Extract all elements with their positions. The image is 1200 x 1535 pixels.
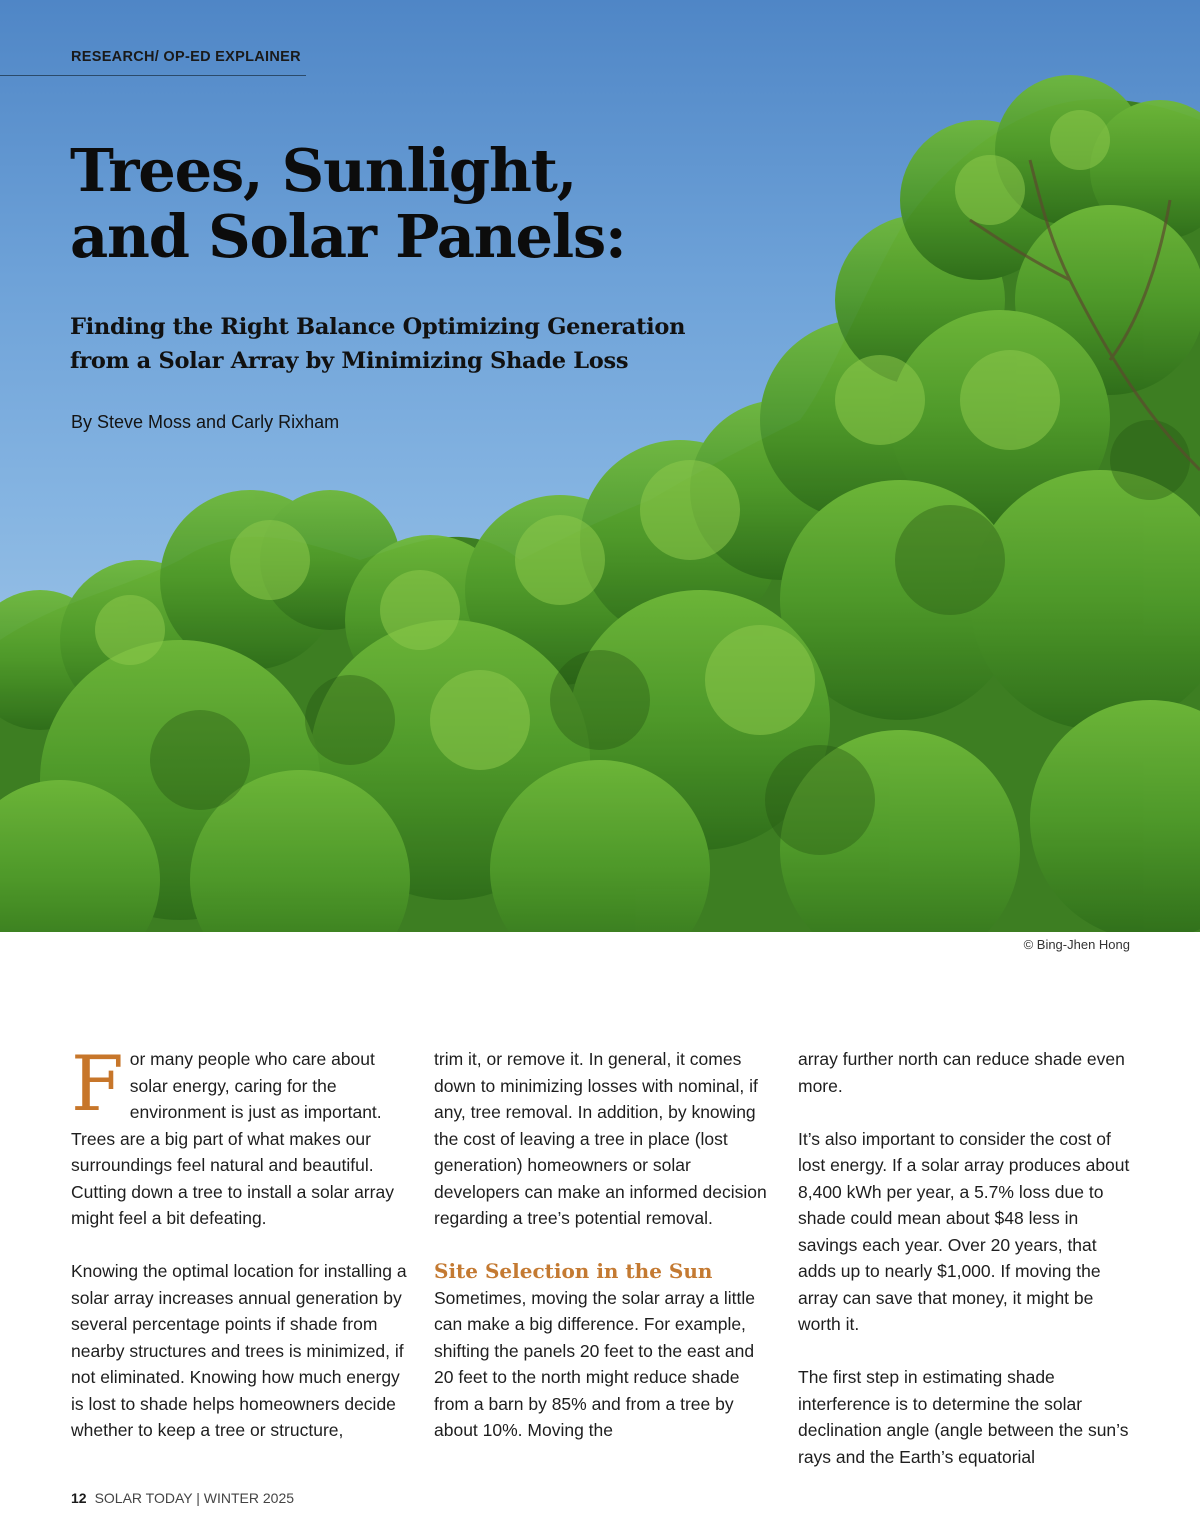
title-line-1: Trees, Sunlight, [70,136,577,205]
paragraph: trim it, or remove it. In general, it comes down to minimizing losses with nominal, if any, tree removal. In addition, by knowing the cost of leaving a tree in place (lost generation) homeowners or solar developers can make an informed decision regarding a tree’s potential removal. [434,1049,767,1228]
drop-cap: F [71,1039,124,1128]
title-line-2: and Solar Panels: [70,202,626,272]
page-number: 12 [71,1490,87,1506]
paragraph: array further north can reduce shade even more. [798,1049,1125,1096]
article-subtitle [70,311,790,379]
photo-credit: © Bing-Jhen Hong [1023,937,1130,952]
paragraph: The first step in estimating shade interference is to determine the solar declination angle (angle between the sun’s rays and the Earth’s equatorial [798,1367,1129,1467]
article-column-2 [434,1046,774,1470]
paragraph: Sometimes, moving the solar array a little can make a big difference. For example, shifting the panels 20 feet to the east and 20 feet to the north might reduce shade from a barn by 85% and from a tree by about 10%. Moving the [434,1287,755,1440]
subtitle-line-2: from a Solar Array by Minimizing Shade Loss [70,347,629,374]
paragraph [71,1039,411,1232]
article-column-1 [71,1039,411,1470]
article-title [70,138,770,270]
section-tag: RESEARCH/ OP-ED EXPLAINER [71,49,301,65]
paragraph: It’s also important to consider the cost of lost energy. If a solar array produces about 8,400 kWh per year, a 5.7% loss due to shade could mean about $48 less in savings each year. Over 20 years, that adds up to nearly $1,000. If moving the array can save that money, it might be worth it. [798,1128,1130,1334]
byline: By Steve Moss and Carly Rixham [71,412,340,432]
publication-name: SOLAR TODAY | WINTER 2025 [94,1490,295,1506]
paragraph: Knowing the optimal location for installing a solar array increases annual generation by several percentage points if shade from nearby structures and trees is minimized, if not eliminated. Knowing how much energy is lost to shade helps homeowners decide whether to keep a tree or structure, [71,1261,407,1440]
paragraph-text: or many people who care about solar energy, caring for the environment is just as important. Trees are a big part of what makes our surroundings feel natural and beautiful. Cutting down a tree to install a solar array might feel a bit defeating. [71,1049,394,1228]
section-heading: Site Selection in the Sun [434,1259,713,1283]
article-column-3 [798,1046,1138,1497]
section-tag-rule [0,75,306,76]
subtitle-line-1: Finding the Right Balance Optimizing Generation [70,314,686,340]
page-footer [71,1490,294,1506]
